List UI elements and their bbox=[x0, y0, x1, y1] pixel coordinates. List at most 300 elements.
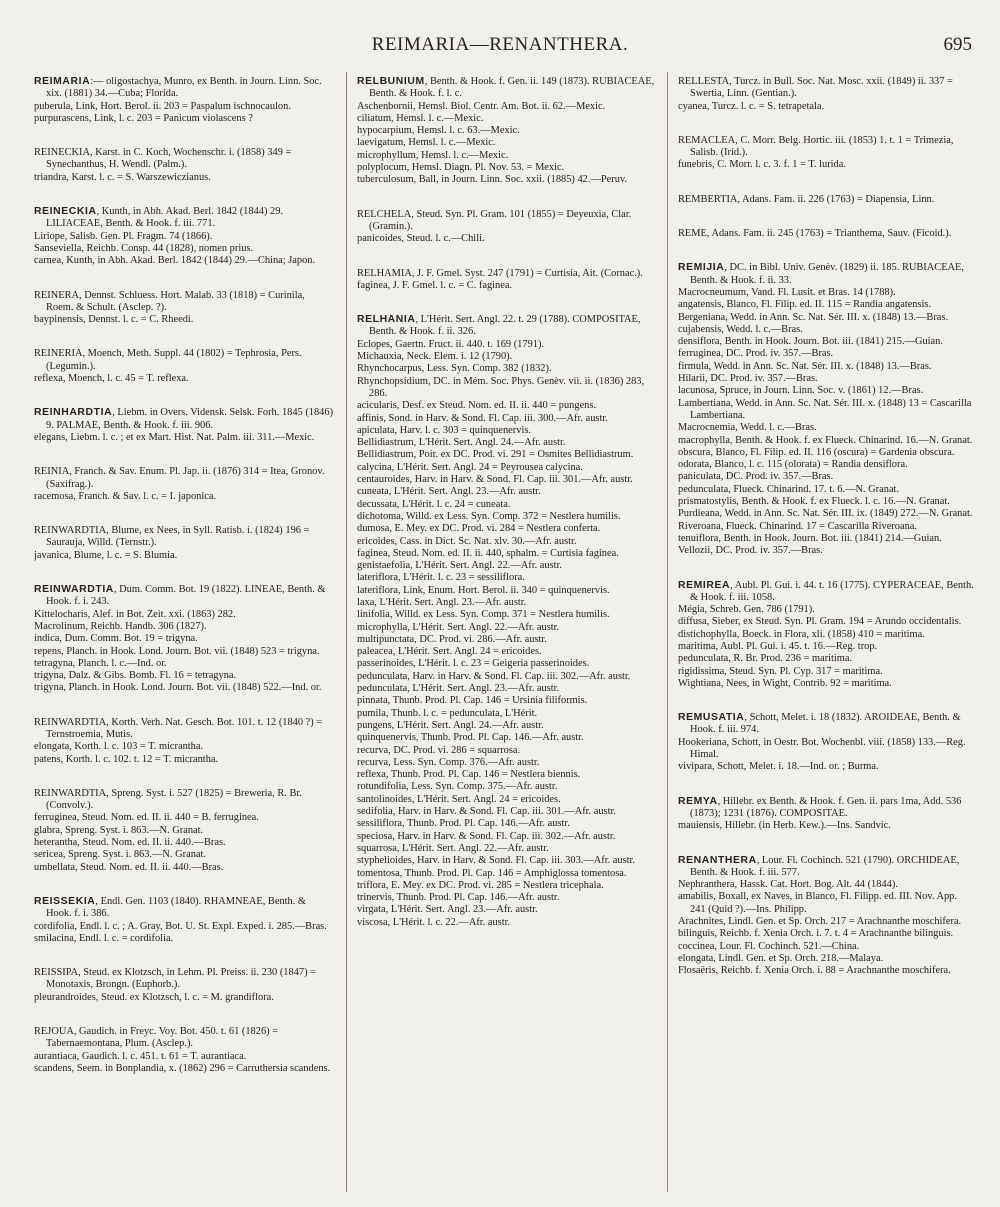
entry-text: Michauxia, Neck. Elem. i. 12 (1790). bbox=[357, 351, 513, 363]
entry-line bbox=[34, 550, 334, 562]
entry-line bbox=[678, 737, 974, 762]
entry-text: polyplocum, Hemsl. Diagn. Pl. Nov. 53. = Mexic. bbox=[357, 162, 565, 174]
genus-heading: REMIJIA bbox=[678, 262, 725, 274]
entry-line bbox=[357, 449, 657, 461]
entry-text: pedunculata, L'Hérit. Sert. Angl. 23.—Afr. austr. bbox=[357, 683, 560, 695]
entry-text: diffusa, Sieber, ex Steud. Syn. Pl. Gram. 194 = Arundo occidentalis. bbox=[678, 616, 962, 628]
entry-line bbox=[678, 484, 974, 496]
entry-text: Rhynchocarpus, Less. Syn. Comp. 382 (1832). bbox=[357, 363, 552, 375]
entry-line bbox=[678, 348, 974, 360]
dictionary-entry bbox=[678, 262, 974, 557]
entry-text: pinnata, Thunb. Prod. Pl. Cap. 146 = Ursinia filiformis. bbox=[357, 695, 588, 707]
genus-heading: REINECKIA bbox=[34, 206, 97, 218]
entry-line bbox=[357, 868, 657, 880]
entry-text: hypocarpium, Hemsl. l. c. 63.—Mexic. bbox=[357, 125, 520, 137]
column-divider bbox=[667, 72, 668, 1192]
dictionary-entry bbox=[357, 209, 657, 246]
entry-text: pumila, Thunb. l. c. = pedunculata, L'Hérit. bbox=[357, 707, 538, 719]
entry-text: racemosa, Franch. & Sav. l. c. = I. japonica. bbox=[34, 490, 217, 502]
dictionary-entry bbox=[678, 228, 974, 240]
entry-line bbox=[678, 533, 974, 545]
entry-line bbox=[678, 916, 974, 928]
entry-line bbox=[357, 757, 657, 769]
entry-line bbox=[357, 634, 657, 646]
entry-heading-line bbox=[678, 135, 974, 160]
entry-text: Lambertiana, Wedd. in Ann. Sc. Nat. Sér. III. x. (1848) 13 = Cascarilla Lambertiana. bbox=[678, 397, 972, 421]
entry-text: ericoides, Cass. in Dict. Sc. Nat. xlv. 30.—Afr. austr. bbox=[357, 535, 577, 547]
entry-text: multipunctata, DC. Prod. vi. 286.—Afr. austr. bbox=[357, 633, 547, 645]
entry-line bbox=[678, 447, 974, 459]
entry-text: Purdieana, Wedd. in Ann. Sc. Nat. Sér. III. ix. (1849) 272.—N. Granat. bbox=[678, 508, 973, 520]
entry-line bbox=[678, 820, 974, 832]
entry-text: dichotoma, Willd. ex Less. Syn. Comp. 372 = Nestlera humilis. bbox=[357, 510, 621, 522]
entry-heading-line bbox=[34, 206, 334, 231]
entry-text: Mégia, Schreb. Gen. 786 (1791). bbox=[678, 604, 815, 616]
entry-text: Macrolinum, Reichb. Handb. 306 (1827). bbox=[34, 620, 207, 632]
entry-text: trinervis, Thunb. Prod. Pl. Cap. 146.—Afr. austr. bbox=[357, 892, 560, 904]
dictionary-entry bbox=[678, 796, 974, 833]
dictionary-entry bbox=[357, 76, 657, 187]
entry-line bbox=[357, 351, 657, 363]
entry-text: laxa, L'Hérit. Sert. Angl. 23.—Afr. austr. bbox=[357, 596, 527, 608]
entry-text: paniculata, DC. Prod. iv. 357.—Bras. bbox=[678, 471, 834, 483]
entry-text: microphylla, L'Hérit. Sert. Angl. 22.—Afr. austr. bbox=[357, 621, 560, 633]
entry-line bbox=[357, 560, 657, 572]
entry-line bbox=[678, 629, 974, 641]
entry-line bbox=[34, 491, 334, 503]
entry-text: Eclopes, Gaertn. Fruct. ii. 440. t. 169 (1791). bbox=[357, 338, 544, 350]
entry-text: Kittelocharis, Alef. in Bot. Zeit. xxi. (1863) 282. bbox=[34, 608, 236, 620]
genus-heading: REIMARIA bbox=[34, 76, 91, 87]
dictionary-entry bbox=[34, 348, 334, 385]
entry-heading-line bbox=[34, 1026, 334, 1051]
entry-text: genistaefolia, L'Hérit. Sert. Angl. 22.—Afr. austr. bbox=[357, 560, 563, 572]
entry-text: baypinensis, Dennst. l. c. = C. Rheedi. bbox=[34, 314, 194, 326]
entry-line bbox=[678, 653, 974, 665]
entry-text: REMACLEA, C. Morr. Belg. Hortic. iii. (1853) 1. t. 1 = Trimezia, Salisb. (Irid.). bbox=[678, 134, 954, 159]
entry-line bbox=[678, 422, 974, 434]
entry-line bbox=[357, 880, 657, 892]
entry-text: macrophylla, Benth. & Hook. f. ex Flueck. Chinarind. 16.—N. Granat. bbox=[678, 434, 973, 446]
entry-line bbox=[678, 459, 974, 471]
entry-text: pedunculata, R. Br. Prod. 236 = maritima. bbox=[678, 653, 853, 665]
entry-text: scandens, Seem. in Bonplandia, x. (1862) 296 = Carruthersia scandens. bbox=[34, 1062, 331, 1074]
entry-line bbox=[678, 336, 974, 348]
genus-heading: RELHANIA bbox=[357, 314, 416, 326]
entry-text: carnea, Kunth, in Abh. Akad. Berl. 1842 (1844) 29.—China; Japon. bbox=[34, 255, 316, 267]
entry-line bbox=[357, 904, 657, 916]
entry-text: styphelioides, Harv. in Harv. & Sond. Fl. Cap. iii. 303.—Afr. austr. bbox=[357, 855, 636, 867]
entry-text: reflexa, Thunb. Prod. Pl. Cap. 146 = Nestlera biennis. bbox=[357, 769, 581, 781]
entry-line bbox=[34, 1063, 334, 1075]
entry-text: RELHAMIA, J. F. Gmel. Syst. 247 (1791) = Curtisia, Ait. (Cornac.). bbox=[357, 267, 643, 279]
entry-text: faginea, J. F. Gmel. l. c. = C. faginea. bbox=[357, 279, 513, 291]
entry-line bbox=[357, 363, 657, 375]
entry-line bbox=[357, 917, 657, 929]
entry-text: passerinoides, L'Hérit. l. c. 23 = Geigeria passerinoides. bbox=[357, 658, 590, 670]
entry-text: REINERA, Dennst. Schluess. Hort. Malab. 33 (1818) = Curinila, Roem. & Schult. (Asclep. ?). bbox=[34, 289, 305, 313]
entry-line bbox=[34, 741, 334, 753]
entry-text: laevigatum, Hemsl. l. c.—Mexic. bbox=[357, 137, 496, 149]
dictionary-entry bbox=[34, 525, 334, 562]
entry-line bbox=[678, 312, 974, 324]
genus-heading: REISSEKIA bbox=[34, 895, 96, 907]
entry-line bbox=[34, 609, 334, 621]
entry-text: elegans, Liebm. l. c. ; et ex Mart. Hist. Nat. Palm. iii. 311.—Mexic. bbox=[34, 431, 315, 443]
entry-line bbox=[357, 413, 657, 425]
entry-heading-line bbox=[678, 76, 974, 101]
entry-text: mauiensis, Hillebr. (in Herb. Kew.).—Ins. Sandvic. bbox=[678, 820, 891, 832]
entry-heading-line bbox=[34, 717, 334, 742]
entry-text: , Hillebr. ex Benth. & Hook. f. Gen. ii. pars 1ma, Add. 536 (1873); 1231 (1876). COMPOSITAE. bbox=[690, 795, 962, 819]
entry-line bbox=[34, 113, 334, 125]
entry-line bbox=[678, 508, 974, 520]
column-1 bbox=[34, 76, 334, 1196]
entry-line bbox=[34, 633, 334, 645]
entry-line bbox=[678, 879, 974, 891]
entry-line bbox=[357, 745, 657, 757]
entry-text: Wightiana, Nees, in Wight, Contrib. 92 = maritima. bbox=[678, 677, 892, 689]
entry-text: Vellozii, DC. Prod. iv. 357.—Bras. bbox=[678, 545, 823, 557]
entry-text: ciliatum, Hemsl. l. c.—Mexic. bbox=[357, 112, 484, 124]
entry-text: Macrocneumum, Vand. Fl. Lusit. et Bras. 14 (1788). bbox=[678, 286, 896, 298]
entry-heading-line bbox=[34, 788, 334, 813]
entry-text: REINIA, Franch. & Sav. Enum. Pl. Jap. ii. (1876) 314 = Itea, Gronov. (Saxifrag.). bbox=[34, 466, 325, 490]
entry-text: prismatostylis, Benth. & Hook. f. ex Flueck. l. c. 16.—N. Granat. bbox=[678, 496, 950, 508]
entry-text: recurva, Less. Syn. Comp. 376.—Afr. austr. bbox=[357, 756, 540, 768]
entry-line bbox=[678, 928, 974, 940]
entry-text: ferruginea, DC. Prod. iv. 357.—Bras. bbox=[678, 348, 834, 360]
entry-text: puberula, Link, Hort. Berol. ii. 203 = Paspalum ischnocaulon. bbox=[34, 100, 291, 112]
entry-text: RELCHELA, Steud. Syn. Pl. Gram. 101 (1855) = Deyeuxia, Clar. (Gramin.). bbox=[357, 208, 632, 232]
entry-heading-line bbox=[34, 584, 334, 609]
entry-line bbox=[678, 324, 974, 336]
entry-line bbox=[357, 499, 657, 511]
column-3 bbox=[678, 76, 974, 1196]
entry-text: funebris, C. Morr. l. c. 3. f. 1 = T. lurida. bbox=[678, 159, 846, 171]
entry-heading-line bbox=[678, 580, 974, 605]
entry-text: , Kunth, in Abh. Akad. Berl. 1842 (1844) 29. LILIACEAE, Benth. & Hook. f. iii. 771. bbox=[46, 206, 284, 230]
entry-line bbox=[34, 172, 334, 184]
entry-line bbox=[678, 965, 974, 977]
entry-text: , Aubl. Pl. Gui. i. 44. t. 16 (1775). CYPERACEAE, Benth. & Hook. f. iii. 1058. bbox=[690, 579, 974, 603]
entry-line bbox=[34, 255, 334, 267]
entry-line bbox=[357, 174, 657, 186]
entry-text: virgata, L'Hérit. Sert. Angl. 23.—Afr. austr. bbox=[357, 904, 538, 916]
entry-line bbox=[357, 150, 657, 162]
entry-line bbox=[678, 361, 974, 373]
dictionary-entry bbox=[34, 584, 334, 695]
entry-heading-line bbox=[34, 407, 334, 432]
genus-heading: RELBUNIUM bbox=[357, 76, 425, 87]
entry-line bbox=[678, 496, 974, 508]
entry-text: viscosa, L'Hérit. l. c. 22.—Afr. austr. bbox=[357, 916, 511, 928]
entry-text: Bellidiastrum, Poir. ex DC. Prod. vi. 291 = Osmites Bellidiastrum. bbox=[357, 449, 634, 461]
entry-line bbox=[357, 585, 657, 597]
entry-heading-line bbox=[678, 262, 974, 287]
entry-text: speciosa, Harv. in Harv. & Sond. Fl. Cap. iii. 302.—Afr. austr. bbox=[357, 830, 616, 842]
entry-text: pedunculata, Flueck. Chinarind. 17. t. 6.—N. Granat. bbox=[678, 483, 900, 495]
entry-text: , Endl. Gen. 1103 (1840). RHAMNEAE, Benth. & Hook. f. i. 386. bbox=[46, 895, 307, 920]
entry-text: vivipara, Schott, Melet. i. 18.—Ind. or. ; Burma. bbox=[678, 761, 879, 773]
entry-line bbox=[357, 794, 657, 806]
entry-text: paleacea, L'Hérit. Sert. Angl. 24 = ericoides. bbox=[357, 646, 542, 658]
entry-text: REINWARDTIA, Spreng. Syst. i. 527 (1825) = Breweria, R. Br. (Convolv.). bbox=[34, 787, 302, 812]
entry-text: Flosaëris, Reichb. f. Xenia Orch. i. 88 = Arachnanthe moschifera. bbox=[678, 965, 951, 977]
entry-heading-line bbox=[678, 228, 974, 240]
entry-text: Bergeniana, Wedd. in Ann. Sc. Nat. Sér. III. x. (1848) 13.—Bras. bbox=[678, 311, 949, 323]
entry-line bbox=[357, 843, 657, 855]
entry-line bbox=[34, 992, 334, 1004]
entry-line bbox=[357, 622, 657, 634]
entry-line bbox=[34, 837, 334, 849]
entry-text: javanica, Blume, l. c. = S. Blumia. bbox=[34, 549, 178, 561]
entry-heading-line bbox=[678, 796, 974, 821]
entry-line bbox=[678, 299, 974, 311]
entry-text: REJOUA, Gaudich. in Freyc. Voy. Bot. 450. t. 61 (1826) = Tabernaemontana, Plum. (Asclep.). bbox=[34, 1026, 279, 1050]
genus-heading: REMUSATIA bbox=[678, 712, 745, 724]
entry-text: heterantha, Steud. Nom. ed. II. ii. 440.—Bras. bbox=[34, 837, 226, 849]
entry-text: purpurascens, Link, l. c. 203 = Panicum violascens ? bbox=[34, 112, 253, 124]
dictionary-entry bbox=[34, 788, 334, 874]
entry-line bbox=[34, 849, 334, 861]
dictionary-entry bbox=[678, 76, 974, 113]
entry-line bbox=[357, 437, 657, 449]
dictionary-entry bbox=[678, 712, 974, 773]
entry-text: lateriflora, L'Hérit. l. c. 23 = sessiliflora. bbox=[357, 572, 525, 584]
entry-heading-line bbox=[357, 209, 657, 234]
entry-heading-line bbox=[34, 525, 334, 550]
entry-line bbox=[678, 159, 974, 171]
entry-text: linifolia, Willd. ex Less. Syn. Comp. 371 = Nestlera humilis. bbox=[357, 609, 610, 621]
entry-text: , Schott, Melet. i. 18 (1832). AROIDEAE, Benth. & Hook. f. iii. 974. bbox=[690, 712, 961, 736]
entry-line bbox=[357, 683, 657, 695]
entry-text: triflora, E. Mey. ex DC. Prod. vi. 285 = Nestlera tricephala. bbox=[357, 879, 604, 891]
entry-text: cujabensis, Wedd. l. c.—Bras. bbox=[678, 323, 803, 335]
entry-line bbox=[357, 572, 657, 584]
entry-line bbox=[357, 511, 657, 523]
entry-line bbox=[357, 769, 657, 781]
entry-line bbox=[678, 641, 974, 653]
entry-line bbox=[357, 781, 657, 793]
entry-text: Arachnites, Lindl. Gen. et Sp. Orch. 217 = Arachnanthe moschifera. bbox=[678, 916, 962, 928]
entry-text: sericea, Spreng. Syst. i. 863.—N. Granat. bbox=[34, 849, 206, 861]
entry-text: panicoides, Steud. l. c.—Chili. bbox=[357, 233, 485, 245]
entry-line bbox=[34, 921, 334, 933]
entry-text: amabilis, Boxall, ex Naves, in Blanco, Fl. Filipp. ed. III. Nov. App. 241 (Quid ?).—Ins. Philipp. bbox=[678, 891, 957, 915]
genus-heading: REMYA bbox=[678, 795, 718, 807]
entry-line bbox=[34, 231, 334, 243]
entry-text: firmula, Wedd. in Ann. Sc. Nat. Sér. III. x. (1848) 13.—Bras. bbox=[678, 360, 932, 372]
entry-text: REINWARDTIA, Korth. Verh. Nat. Gesch. Bot. 101. t. 12 (1840 ?) = Ternstroemia, Mutis. bbox=[34, 716, 323, 740]
entry-text: Nephranthera, Hassk. Cat. Hort. Bog. Alt. 44 (1844). bbox=[678, 879, 898, 891]
entry-text: REINWARDTIA, Blume, ex Nees, in Syll. Ratisb. i. (1824) 196 = Saurauja, Willd. (Ternstr.). bbox=[34, 525, 310, 549]
entry-text: , L'Hérit. Sert. Angl. 22. t. 29 (1788). COMPOSITAE, Benth. & Hook. f. ii. 326. bbox=[369, 314, 641, 338]
entry-text: REINERIA, Moench, Meth. Suppl. 44 (1802) = Tephrosia, Pers. (Legumin.). bbox=[34, 348, 302, 372]
entry-text: pungens, L'Hérit. Sert. Angl. 24.—Afr. austr. bbox=[357, 719, 544, 731]
entry-text: Bellidiastrum, L'Hérit. Sert. Angl. 24.—Afr. austr. bbox=[357, 437, 566, 449]
entry-text: obscura, Blanco, Fl. Filip. ed. II. 116 (oscura) = Gardenia obscura. bbox=[678, 446, 955, 458]
entry-text: squarrosa, L'Hérit. Sert. Angl. 22.—Afr. austr. bbox=[357, 842, 549, 854]
dictionary-entry bbox=[34, 717, 334, 766]
entry-line bbox=[678, 953, 974, 965]
entry-text: distichophylla, Boeck. in Flora, xli. (1858) 410 = maritima. bbox=[678, 628, 925, 640]
entry-text: odorata, Blanco, l. c. 115 (olorata) = Randia densiflora. bbox=[678, 459, 908, 471]
entry-text: santolinoides, L'Hérit. Sert. Angl. 24 = ericoides. bbox=[357, 793, 561, 805]
entry-text: Riveroana, Flueck. Chinarind. 17 = Cascarilla Riveroana. bbox=[678, 520, 918, 532]
genus-heading: REINHARDTIA bbox=[34, 407, 113, 419]
entry-line bbox=[357, 125, 657, 137]
entry-text: dumosa, E. Mey. ex DC. Prod. vi. 284 = Nestlera conferta. bbox=[357, 523, 601, 535]
dictionary-entry bbox=[678, 855, 974, 978]
entry-line bbox=[357, 137, 657, 149]
entry-line bbox=[357, 806, 657, 818]
entry-heading-line bbox=[678, 712, 974, 737]
entry-line bbox=[357, 536, 657, 548]
entry-heading-line bbox=[34, 76, 334, 101]
entry-heading-line bbox=[34, 896, 334, 921]
entry-text: , DC. in Bibl. Univ. Genèv. (1829) ii. 185. RUBIACEAE, Benth. & Hook. f. ii. 33. bbox=[690, 262, 965, 286]
entry-line bbox=[678, 287, 974, 299]
entry-text: , Benth. & Hook. f. Gen. ii. 149 (1873). RUBIACEAE, Benth. & Hook. f. l. c. bbox=[369, 76, 655, 100]
entry-line bbox=[34, 314, 334, 326]
entry-line bbox=[34, 243, 334, 255]
entry-text: sedifolia, Harv. in Harv. & Sond. Fl. Cap. iii. 301.—Afr. austr. bbox=[357, 806, 616, 818]
entry-line bbox=[678, 385, 974, 397]
entry-line bbox=[357, 486, 657, 498]
entry-line bbox=[34, 432, 334, 444]
entry-text: recurva, DC. Prod. vi. 286 = squarrosa. bbox=[357, 744, 521, 756]
entry-heading-line bbox=[678, 194, 974, 206]
entry-text: Aschenbornii, Hemsl. Biol. Centr. Am. Bot. ii. 62.—Mexic. bbox=[357, 100, 606, 112]
entry-text: umbellata, Steud. Nom. ed. II. ii. 440.—Bras. bbox=[34, 861, 224, 873]
genus-heading: REINWARDTIA bbox=[34, 584, 114, 596]
entry-text: RELLESTA, Turcz. in Bull. Soc. Nat. Mosc. xxii. (1849) ii. 337 = Swertia, Linn. (Gentian.). bbox=[678, 76, 953, 100]
entry-line bbox=[357, 280, 657, 292]
entry-line bbox=[678, 101, 974, 113]
entry-line bbox=[678, 435, 974, 447]
entry-text: REME, Adans. Fam. ii. 245 (1763) = Trianthema, Sauv. (Ficoid.). bbox=[678, 228, 952, 240]
entry-text: coccinea, Lour. Fl. Cochinch. 521.—China. bbox=[678, 940, 860, 952]
entry-text: indica, Dum. Comm. Bot. 19 = trigyna. bbox=[34, 633, 198, 645]
entry-line bbox=[34, 658, 334, 670]
column-divider bbox=[346, 72, 347, 1192]
entry-line bbox=[678, 761, 974, 773]
entry-line bbox=[357, 548, 657, 560]
entry-text: microphyllum, Hemsl. l. c.—Mexic. bbox=[357, 149, 509, 161]
column-2 bbox=[357, 76, 657, 1196]
entry-text: Rhynchopsidium, DC. in Mém. Soc. Phys. Genèv. vii. ii. (1836) 283, 286. bbox=[357, 375, 645, 399]
entry-text: elongata, Lindl. Gen. et Sp. Orch. 218.—Malaya. bbox=[678, 952, 884, 964]
entry-line bbox=[357, 376, 657, 401]
entry-line bbox=[34, 862, 334, 874]
entry-text: ferruginea, Steud. Nom. ed. II. ii. 440 = B. ferruginea. bbox=[34, 812, 259, 824]
entry-line bbox=[357, 892, 657, 904]
dictionary-entry bbox=[357, 314, 657, 929]
entry-text: maritima, Aubl. Pl. Gui. i. 45. t. 16.—Reg. trop. bbox=[678, 640, 878, 652]
entry-heading-line bbox=[678, 855, 974, 880]
entry-text: lacunosa, Spruce, in Journ. Linn. Soc. v. (1861) 12.—Bras. bbox=[678, 385, 924, 397]
entry-line bbox=[678, 666, 974, 678]
entry-line bbox=[678, 471, 974, 483]
entry-line bbox=[34, 1051, 334, 1063]
entry-text: repens, Planch. in Hook. Lond. Journ. Bot. vii. (1848) 523 = trigyna. bbox=[34, 645, 320, 657]
entry-heading-line bbox=[34, 290, 334, 315]
entry-text: faginea, Steud. Nom. ed. II. ii. 440, sphalm. = Curtisia faginea. bbox=[357, 547, 619, 559]
entry-line bbox=[357, 523, 657, 535]
entry-text: Liriope, Salisb. Gen. Pl. Fragm. 74 (1866). bbox=[34, 230, 213, 242]
entry-line bbox=[34, 682, 334, 694]
entry-text: rigidissima, Steud. Syn. Pl. Cyp. 317 = maritima. bbox=[678, 665, 883, 677]
entry-text: rotundifolia, Less. Syn. Comp. 375.—Afr. austr. bbox=[357, 781, 558, 793]
entry-line bbox=[357, 695, 657, 707]
dictionary-entry bbox=[357, 268, 657, 293]
entry-text: Macrocnemia, Wedd. l. c.—Bras. bbox=[678, 422, 817, 434]
entry-text: cuneata, L'Hérit. Sert. Angl. 23.—Afr. austr. bbox=[357, 486, 541, 498]
dictionary-entry bbox=[34, 896, 334, 945]
entry-line bbox=[357, 720, 657, 732]
entry-text: tenuiflora, Benth. in Hook. Journ. Bot. iii. (1841) 214.—Guian. bbox=[678, 532, 942, 544]
genus-heading: RENANTHERA bbox=[678, 854, 757, 866]
entry-text: , Dum. Comm. Bot. 19 (1822). LINEAE, Benth. & Hook. f. i. 243. bbox=[46, 584, 326, 608]
entry-line bbox=[357, 400, 657, 412]
entry-text: decussata, L'Hérit. l. c. 24 = cuneata. bbox=[357, 498, 511, 510]
genus-heading: REMIREA bbox=[678, 579, 731, 591]
entry-text: acicularis, Desf. ex Steud. Nom. ed. II. ii. 440 = pungens. bbox=[357, 400, 597, 412]
entry-line bbox=[357, 233, 657, 245]
entry-text: sessiliflora, Thunb. Prod. Pl. Cap. 146.—Afr. austr. bbox=[357, 818, 570, 830]
entry-line bbox=[357, 658, 657, 670]
entry-line bbox=[34, 621, 334, 633]
dictionary-entry bbox=[34, 206, 334, 267]
dictionary-entry bbox=[678, 135, 974, 172]
entry-line bbox=[34, 373, 334, 385]
entry-text: Hilarii, DC. Prod. iv. 357.—Bras. bbox=[678, 373, 818, 385]
entry-heading-line bbox=[357, 268, 657, 280]
entry-text: cyanea, Turcz. l. c. = S. tetrapetala. bbox=[678, 100, 825, 112]
entry-text: quinquenervis, Thunb. Prod. Pl. Cap. 146.—Afr. austr. bbox=[357, 732, 584, 744]
entry-text: pedunculata, Harv. in Harv. & Sond. Fl. Cap. iii. 302.—Afr. austr. bbox=[357, 670, 631, 682]
entry-text: glabra, Spreng. Syst. i. 863.—N. Granat. bbox=[34, 824, 204, 836]
page-number: 695 bbox=[943, 34, 972, 55]
entry-text: lateriflora, Link, Enum. Hort. Berol. ii. 340 = quinquenervis. bbox=[357, 584, 610, 596]
entry-line bbox=[357, 855, 657, 867]
entry-line bbox=[357, 831, 657, 843]
entry-line bbox=[34, 812, 334, 824]
entry-line bbox=[357, 425, 657, 437]
entry-line bbox=[357, 732, 657, 744]
entry-text: trigyna, Dalz. & Gibs. Bomb. Fl. 16 = tetragyna. bbox=[34, 670, 237, 682]
entry-line bbox=[357, 462, 657, 474]
dictionary-entry bbox=[34, 76, 334, 125]
entry-line bbox=[357, 597, 657, 609]
entry-text: densiflora, Benth. in Hook. Journ. Bot. iii. (1841) 215.—Guian. bbox=[678, 336, 943, 348]
entry-line bbox=[357, 818, 657, 830]
entry-line bbox=[357, 671, 657, 683]
entry-text: calycina, L'Hérit. Sert. Angl. 24 = Peyrousea calycina. bbox=[357, 461, 583, 473]
dictionary-entry bbox=[678, 580, 974, 691]
entry-heading-line bbox=[34, 466, 334, 491]
entry-heading-line bbox=[34, 147, 334, 172]
entry-text: reflexa, Moench, l. c. 45 = T. reflexa. bbox=[34, 373, 189, 385]
dictionary-entry bbox=[34, 290, 334, 327]
entry-text: affinis, Sond. in Harv. & Sond. Fl. Cap. iii. 300.—Afr. austr. bbox=[357, 412, 608, 424]
entry-text: angatensis, Blanco, Fl. Filip. ed. II. 115 = Randia angatensis. bbox=[678, 299, 932, 311]
entry-line bbox=[678, 545, 974, 557]
entry-text: REMBERTIA, Adans. Fam. ii. 226 (1763) = Diapensia, Linn. bbox=[678, 193, 935, 205]
entry-line bbox=[678, 398, 974, 423]
dictionary-entry bbox=[34, 147, 334, 184]
